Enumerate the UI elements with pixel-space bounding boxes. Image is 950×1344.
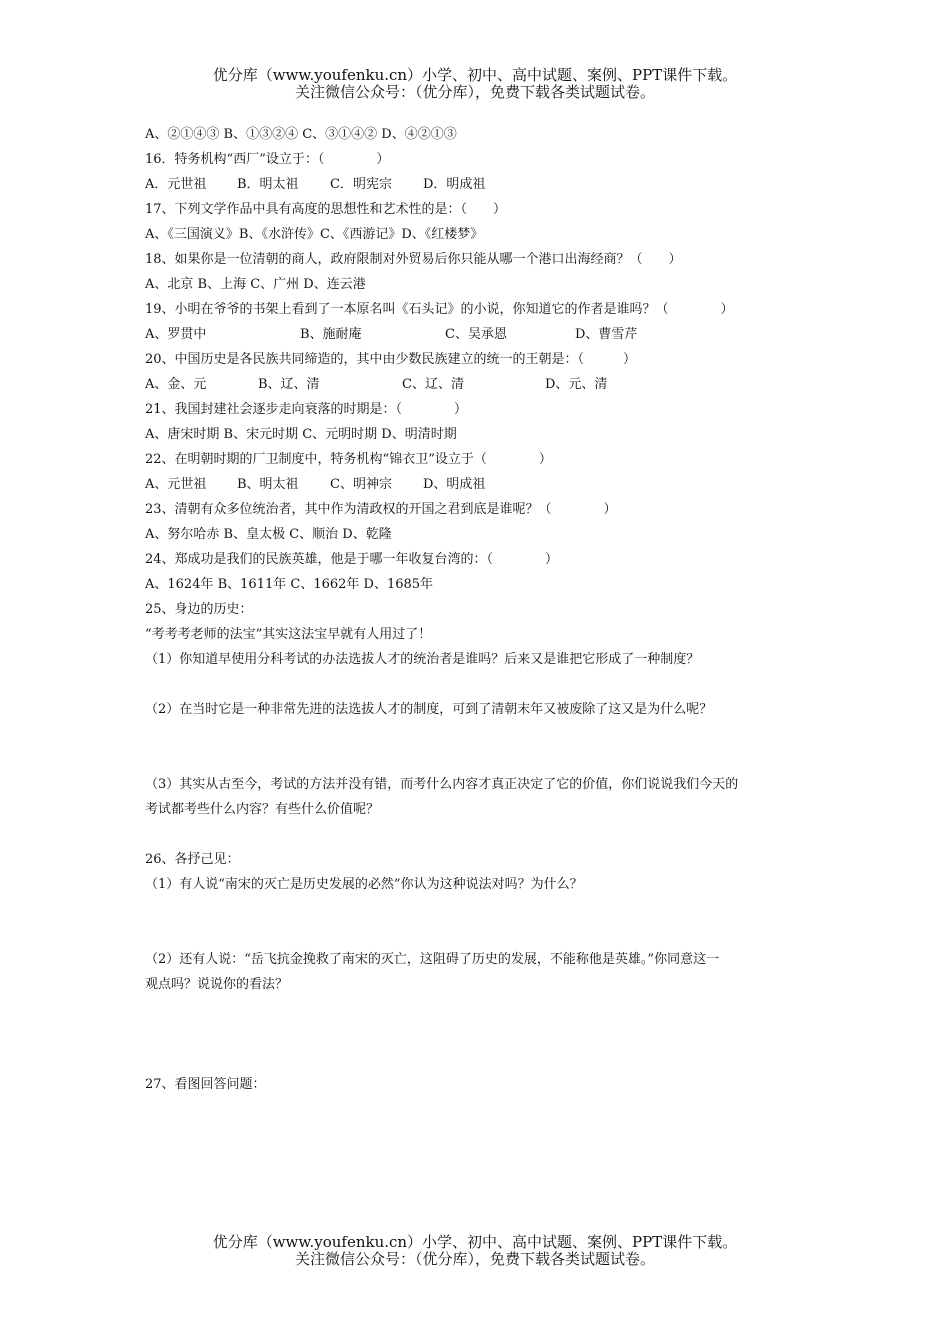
q16-option-a: A．元世祖 (145, 177, 207, 192)
q17-stem: 17、下列文学作品中具有高度的思想性和艺术性的是：（ ） (145, 202, 507, 217)
footer-line-2: 关注微信公众号：（优分库），免费下载各类试题试卷。 (294, 1250, 655, 1268)
q16-option-c: C．明宪宗 (330, 177, 392, 192)
q27-title: 27、看图回答问题： (145, 1077, 266, 1092)
q19-option-c: C、吴承恩 (445, 327, 507, 342)
page-footer (0, 1234, 950, 1268)
q20-option-a: A、金、元 (145, 377, 207, 392)
q25-part-1: （1）你知道早使用分科考试的办法选拔人才的统治者是谁吗？后来又是谁把它形成了一种制度？ (145, 652, 700, 667)
q24-stem: 24、郑成功是我们的民族英雄，他是于哪一年收复台湾的：（ ） (145, 552, 559, 567)
q22-option-d: D、明成祖 (423, 477, 486, 492)
q25-intro: “考考考老师的法宝”其实这法宝早就有人用过了！ (145, 627, 432, 642)
q26-part-2-line-2: 观点吗？说说你的看法？ (145, 977, 289, 992)
q21-stem: 21、我国封建社会逐步走向衰落的时期是：（ ） (145, 402, 468, 417)
q19-options (145, 327, 845, 343)
q19-option-d: D、曹雪芹 (575, 327, 638, 342)
q15-options: A、②①④③ B、①③②④ C、③①④② D、④②①③ (145, 127, 457, 142)
header-line-2: 关注微信公众号：（优分库），免费下载各类试题试卷。 (294, 83, 655, 101)
q19-option-b: B、施耐庵 (300, 327, 362, 342)
q25-part-3-line-1: （3）其实从古至今，考试的方法并没有错，而考什么内容才真正决定了它的价值，你们说说我们今天的 (145, 777, 739, 792)
q22-options (145, 477, 845, 493)
q22-option-c: C、明神宗 (330, 477, 392, 492)
q25-part-3-line-2: 考试都考些什么内容？有些什么价值呢？ (145, 802, 380, 817)
q16-options (145, 177, 845, 193)
page-header (0, 67, 950, 101)
q16-option-b: B．明太祖 (237, 177, 299, 192)
q26-title: 26、各抒己见： (145, 852, 240, 867)
q20-stem: 20、中国历史是各民族共同缔造的，其中由少数民族建立的统一的王朝是：（ ） (145, 352, 637, 367)
q26-part-2-line-1: （2）还有人说：“岳飞抗金挽救了南宋的灭亡，这阻碍了历史的发展，不能称他是英雄。”你同意这一 (145, 952, 720, 967)
footer-line-1: 优分库（www.youfenku.cn）小学、初中、高中试题、案例、PPT课件下载。 (212, 1233, 738, 1251)
q23-stem: 23、清朝有众多位统治者，其中作为清政权的开国之君到底是谁呢？（ ） (145, 502, 617, 517)
q19-stem: 19、小明在爷爷的书架上看到了一本原名叫《石头记》的小说，你知道它的作者是谁吗？（ ） (145, 302, 734, 317)
q22-option-b: B、明太祖 (237, 477, 299, 492)
q20-options (145, 377, 845, 393)
q25-part-2: （2）在当时它是一种非常先进的法选拔人才的制度，可到了清朝末年又被废除了这又是为什么呢？ (145, 702, 713, 717)
q20-option-c: C、辽、清 (402, 377, 464, 392)
q23-options: A、努尔哈赤 B、皇太极 C、顺治 D、乾隆 (145, 527, 392, 542)
q22-option-a: A、元世祖 (145, 477, 207, 492)
q20-option-d: D、元、清 (545, 377, 608, 392)
q17-options: A、《三国演义》B、《水浒传》C、《西游记》D、《红楼梦》 (145, 227, 484, 242)
q22-stem: 22、在明朝时期的厂卫制度中，特务机构“锦衣卫”设立于（ ） (145, 452, 552, 467)
q25-title: 25、身边的历史： (145, 602, 253, 617)
header-line-1: 优分库（www.youfenku.cn）小学、初中、高中试题、案例、PPT课件下载。 (212, 66, 738, 84)
q16-stem: 16．特务机构“西厂”设立于：（ ） (145, 152, 390, 167)
q26-part-1: （1）有人说“南宋的灭亡是历史发展的必然”你认为这种说法对吗？为什么？ (145, 877, 583, 892)
q18-stem: 18、如果你是一位清朝的商人，政府限制对外贸易后你只能从哪一个港口出海经商？（ ） (145, 252, 682, 267)
q20-option-b: B、辽、清 (258, 377, 320, 392)
q18-options: A、北京 B、上海 C、广州 D、连云港 (145, 277, 366, 292)
q24-options: A、1624年 B、1611年 C、1662年 D、1685年 (145, 577, 434, 592)
q16-option-d: D．明成祖 (423, 177, 486, 192)
q19-option-a: A、罗贯中 (145, 327, 207, 342)
q21-options: A、唐宋时期 B、宋元时期 C、元明时期 D、明清时期 (145, 427, 457, 442)
